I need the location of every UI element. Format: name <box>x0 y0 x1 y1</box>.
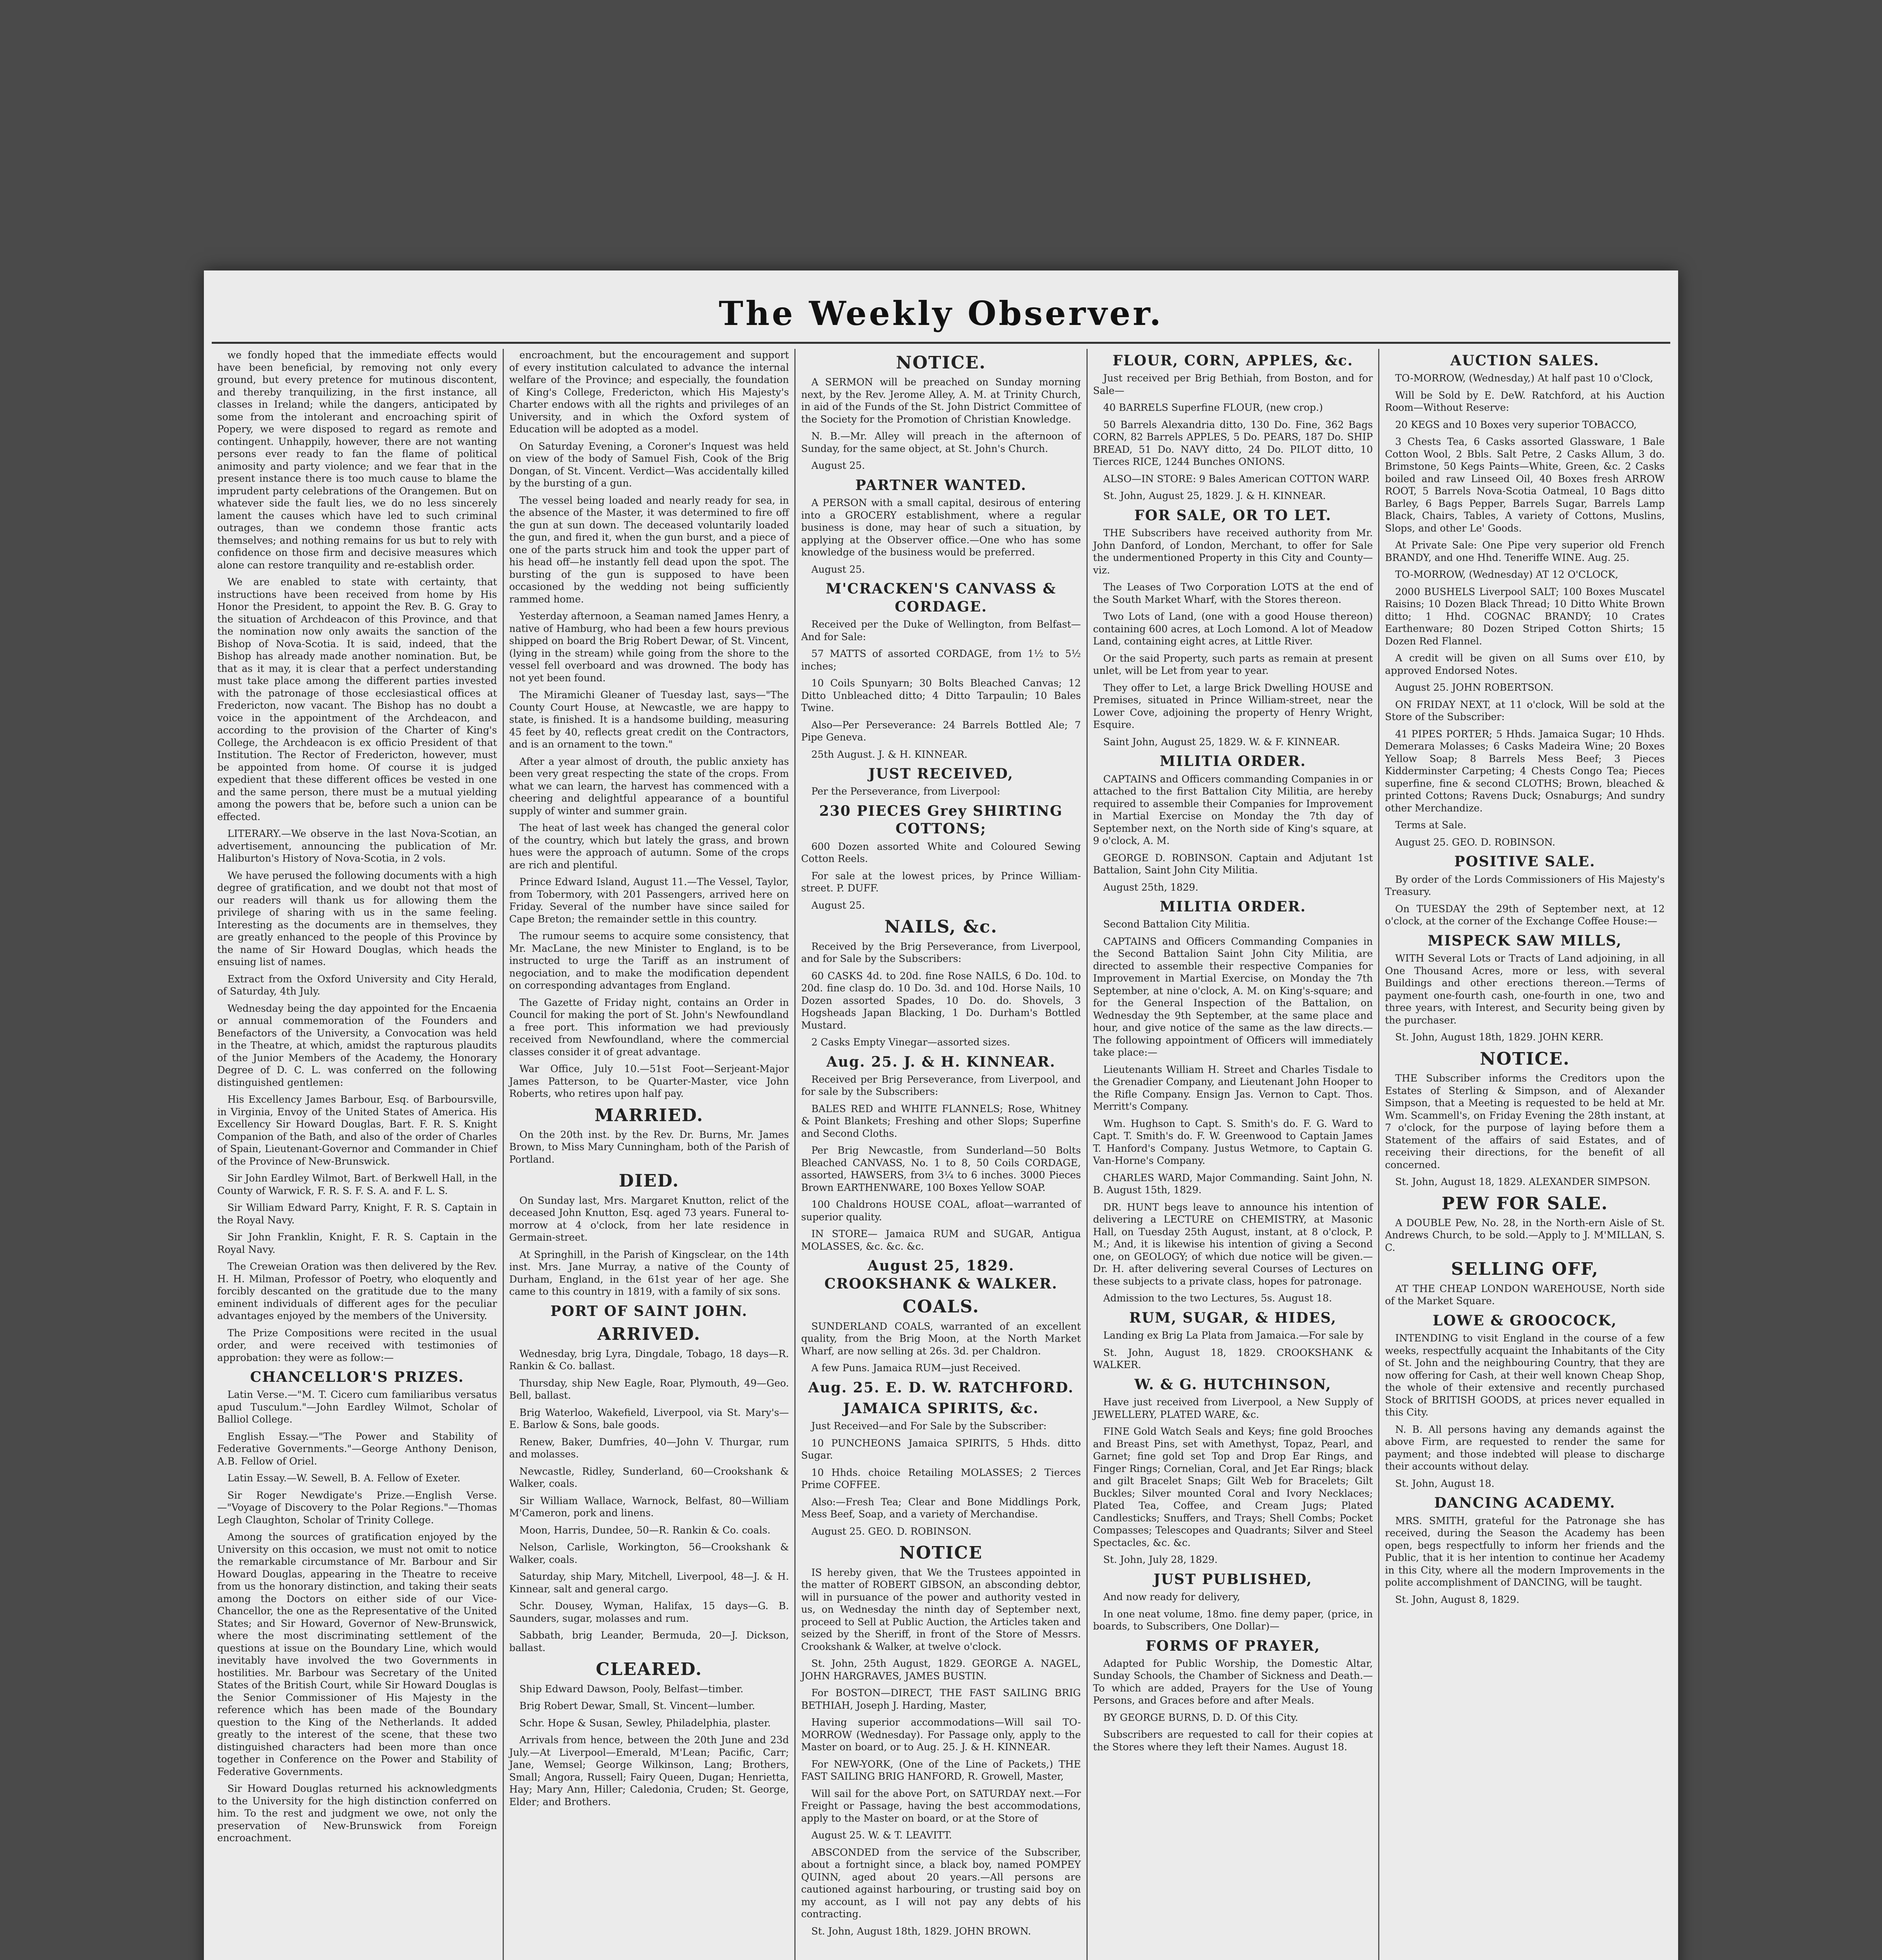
article-paragraph: Extract from the Oxford University and City Herald, of Saturday, 4th July. <box>217 973 497 997</box>
article-paragraph: Prince Edward Island, August 11.—The Vessel, Taylor, from Tobermory, with 201 Passengers, arrived here on Friday. Several of the number have since sailed for Cape Breton; the remainder settle in this country. <box>509 876 789 925</box>
article-paragraph: IS hereby given, that We the Trustees appointed in the matter of ROBERT GIBSON, an absconding debtor, will in pursuance of the power and authority vested in us, on Wednesday the ninth day of September next, proceed to Sell at Public Auction, the Articles taken and seized by the Sheriff, in front of the Store of Messrs. Crookshank & Walker, at twelve o'clock. <box>801 1566 1081 1652</box>
section-heading: NOTICE <box>899 1543 983 1563</box>
article-paragraph: On Saturday Evening, a Coroner's Inquest was held on view of the body of Samuel Fish, Cook of the Brig Dongan, of St. Vincent. Verdict—Was accidentally killed by the bursting of a gun. <box>509 440 789 489</box>
article-paragraph: Landing ex Brig La Plata from Jamaica.—For sale by <box>1103 1330 1364 1341</box>
article-paragraph: 10 Coils Spunyarn; 30 Bolts Bleached Canvas; 12 Ditto Unbleached ditto; 4 Ditto Tarpaulin; 10 Bales Twine. <box>801 677 1081 714</box>
article-paragraph: AT THE CHEAP LONDON WAREHOUSE, North side of the Market Square. <box>1385 1283 1665 1307</box>
section-heading: NAILS, &c. <box>884 917 998 937</box>
article-paragraph: St. John, August 25, 1829. J. & H. KINNEAR. <box>1103 490 1326 502</box>
article-paragraph: The vessel being loaded and nearly ready for sea, in the absence of the Master, it was determined to fire off the gun at sun down. The deceased voluntarily loaded the gun, and fired it, when the gun burst, and a piece of one of the parts struck him and took the upper part of his head off—he instantly fell dead upon the spot. The bursting of the gun is supposed to have been occasioned by the wedding not being sufficiently rammed home. <box>509 494 789 605</box>
article-paragraph: On Sunday last, Mrs. Margaret Knutton, relict of the deceased John Knutton, Esq. aged 73 years. Funeral to-morrow at 4 o'clock, from her late residence in Germain-street. <box>509 1194 789 1243</box>
article-paragraph: GEORGE D. ROBINSON. Captain and Adjutant 1st Battalion, Saint John City Militia. <box>1093 852 1373 876</box>
article-paragraph: N. B. All persons having any demands against the above Firm, are requested to render the same for payment; and those indebted will please to discharge their accounts without delay. <box>1385 1423 1665 1472</box>
article-paragraph: Schr. Hope & Susan, Sewley, Philadelphia, plaster. <box>519 1717 771 1729</box>
article-paragraph: Yesterday afternoon, a Seaman named James Henry, a native of Hamburg, who had been a few hours previous shipped on board the Brig Robert Dewar, of St. Vincent, (lying in the stream) while going from the shore to the vessel fell overboard and was drowned. The body has not yet been found. <box>509 610 789 684</box>
article-paragraph: Ship Edward Dawson, Pooly, Belfast—timber. <box>519 1683 743 1695</box>
article-paragraph: 57 MATTS of assorted CORDAGE, from 1½ to 5½ inches; <box>801 648 1081 672</box>
section-heading: FLOUR, CORN, APPLES, &c. <box>1112 352 1353 369</box>
section-heading: DIED. <box>619 1171 679 1191</box>
article-paragraph: 40 BARRELS Superfine FLOUR, (new crop.) <box>1103 402 1323 414</box>
article-paragraph: ABSCONDED from the service of the Subscriber, about a fortnight since, a black boy, named POMPEY QUINN, aged about 20 years.—All persons are cautioned against harbouring, or trusting said boy on my account, as I will not pay any debts of his contracting. <box>801 1846 1081 1920</box>
article-paragraph: N. B.—Mr. Alley will preach in the afternoon of Sunday, for the same object, at St. John's Church. <box>801 430 1081 454</box>
article-paragraph: 2000 BUSHELS Liverpool SALT; 100 Boxes Muscatel Raisins; 10 Dozen Black Thread; 10 Ditto White Brown ditto; 1 Hhd. COGNAC BRANDY; 10 Crates Earthenware; 80 Dozen Striped Cotton Shirts; 15 Dozen Red Flannel. <box>1385 586 1665 647</box>
article-paragraph: Per the Perseverance, from Liverpool: <box>811 786 1000 797</box>
article-paragraph: At Private Sale: One Pipe very superior old French BRANDY, and one Hhd. Teneriffe WINE. Aug. 25. <box>1385 539 1665 563</box>
column-3 <box>794 349 1086 1960</box>
article-paragraph: After a year almost of drouth, the public anxiety has been very great respecting the state of the crops. From what we can learn, the harvest has commenced with a cheering and delightful appearance of a bountiful supply of winter and summer grain. <box>509 755 789 817</box>
article-paragraph: St. John, 25th August, 1829. GEORGE A. NAGEL, JOHN HARGRAVES, JAMES BUSTIN. <box>801 1658 1081 1682</box>
article-paragraph: we fondly hoped that the immediate effects would have been beneficial, by removing not only every ground, but every pretence for mutinous discontent, and thereby tranquilizing, in the first instance, all classes in Ireland; while the dangers, anticipated by some from the intolerant and encroaching spirit of Popery, we were disposed to regard as remote and contingent. Unhappily, however, there are not wanting persons ever ready to fan the flame of political animosity and party violence; and we fear that in the present instance there is too much cause to blame the imprudent party celebrations of the Orangemen. But on whatever side the fault lies, we do no less sincerely lament the causes which have led to such criminal outrages, than we condemn those frantic acts themselves; and nothing remains for us but to rely with confidence on those firm and decisive measures which alone can restore tranquility and re-establish order. <box>217 349 497 571</box>
article-paragraph: 2 Casks Empty Vinegar—assorted sizes. <box>811 1036 1010 1048</box>
article-paragraph: 10 PUNCHEONS Jamaica SPIRITS, 5 Hhds. ditto Sugar. <box>801 1437 1081 1461</box>
section-heading: RUM, SUGAR, & HIDES, <box>1129 1309 1337 1326</box>
article-paragraph: St. John, July 28, 1829. <box>1103 1554 1218 1566</box>
article-paragraph: Have just received from Liverpool, a New Supply of JEWELLERY, PLATED WARE, &c. <box>1093 1396 1373 1420</box>
column-4 <box>1086 349 1379 1960</box>
article-paragraph: St. John, August 18, 1829. CROOKSHANK & WALKER. <box>1093 1347 1373 1371</box>
article-paragraph: 20 KEGS and 10 Boxes very superior TOBACCO, <box>1395 419 1637 430</box>
article-paragraph: St. John, August 18th, 1829. JOHN KERR. <box>1395 1031 1604 1043</box>
section-heading: JUST RECEIVED, <box>868 766 1014 782</box>
article-paragraph: The Gazette of Friday night, contains an Order in Council for making the port of St. John's Newfoundland a free port. This information we had previously received from Newfoundland, where the commercial classes consider it of great advantage. <box>509 996 789 1058</box>
article-paragraph: MRS. SMITH, grateful for the Patronage she has received, during the Season the Academy has been open, begs respectfully to inform her friends and the Public, that it is her intention to continue her Academy in this City, where all the modern Improvements in the polite accomplishment of DANCING, will be taught. <box>1385 1515 1665 1588</box>
article-paragraph: INTENDING to visit England in the course of a few weeks, respectfully acquaint the Inhabitants of the City of St. John and the neighbouring Country, that they are now offering for Cash, at their well known Cheap Shop, the whole of their extensive and recently purchased Stock of BRITISH GOODS, at prices never equalled in this City. <box>1385 1332 1665 1418</box>
masthead: The Weekly Observer. <box>719 294 1163 333</box>
article-paragraph: Lieutenants William H. Street and Charles Tisdale to the Grenadier Company, and Lieutenant John Hooper to the Rifle Company. Ensign Jas. Vernon to Capt. Thos. Merritt's Company. <box>1093 1063 1373 1112</box>
section-heading: MILITIA ORDER. <box>1159 898 1306 915</box>
section-heading: Aug. 25. J. & H. KINNEAR. <box>826 1053 1056 1070</box>
article-paragraph: Moon, Harris, Dundee, 50—R. Rankin & Co. coals. <box>519 1524 771 1536</box>
article-paragraph: Received per the Duke of Wellington, from Belfast—And for Sale: <box>801 619 1081 642</box>
article-paragraph: Newcastle, Ridley, Sunderland, 60—Crookshank & Walker, coals. <box>509 1465 789 1490</box>
article-paragraph: August 25. JOHN ROBERTSON. <box>1395 682 1554 693</box>
section-heading: M'CRACKEN'S CANVASS & CORDAGE. <box>825 581 1056 615</box>
article-paragraph: A PERSON with a small capital, desirous of entering into a GROCERY establishment, where a regular business is done, may hear of such a situation, by applying at the Observer office.—One who has some knowledge of the business would be preferred. <box>801 497 1081 558</box>
article-paragraph: For sale at the lowest prices, by Prince William-street. P. DUFF. <box>801 870 1081 894</box>
section-heading: CLEARED. <box>596 1659 703 1680</box>
article-paragraph: Sir John Eardley Wilmot, Bart. of Berkwell Hall, in the County of Warwick, F. R. S. F. S. A. and F. L. S. <box>217 1172 497 1196</box>
article-paragraph: encroachment, but the encouragement and support of every institution calculated to advance the internal welfare of the Province; and especially, the foundation of King's College, Fredericton, which His Majesty's Charter endows with all the rights and privileges of an University, and in which the Oxford system of Education will be adopted as a model. <box>509 349 789 435</box>
article-paragraph: Brig Waterloo, Wakefield, Liverpool, via St. Mary's—E. Barlow & Sons, bale goods. <box>509 1406 789 1431</box>
section-heading: FOR SALE, OR TO LET. <box>1134 507 1332 524</box>
article-paragraph: August 25. W. & T. LEAVITT. <box>811 1829 952 1841</box>
article-paragraph: CAPTAINS and Officers Commanding Companies in the Second Battalion Saint John City Militia, are directed to assemble their respective Companies for Improvement in Martial Exercise, on Monday the 7th September, at nine o'clock, A. M. on King's-square; and for the General Inspection of the Battalion, on Wednesday the 9th September, at the same place and hour, and give notice of the same as the law directs.—The following appointment of Officers will immediately take place:— <box>1093 935 1373 1058</box>
article-paragraph: In one neat volume, 18mo. fine demy paper, (price, in boards, to Subscribers, One Dollar)— <box>1093 1608 1373 1632</box>
article-paragraph: Sir William Edward Parry, Knight, F. R. S. Captain in the Royal Navy. <box>217 1202 497 1226</box>
article-paragraph: Saturday, ship Mary, Mitchell, Liverpool, 48—J. & H. Kinnear, salt and general cargo. <box>509 1571 789 1595</box>
article-paragraph: Arrivals from hence, between the 20th June and 23d July.—At Liverpool—Emerald, M'Lean; Pacific, Carr; Jane, Wemsel; George Wilkinson, Lang; Brothers, Small; Angora, Russell; Fairy Queen, Dugan; Henrietta, Hay; Mary Ann, Hiller; Caledonia, Cruden; St. George, Elder; and Brothers. <box>509 1734 789 1808</box>
article-paragraph: 100 Chaldrons HOUSE COAL, afloat—warranted of superior quality. <box>801 1199 1081 1223</box>
section-heading: CHANCELLOR'S PRIZES. <box>250 1369 464 1385</box>
article-paragraph: August 25. GEO. D. ROBINSON. <box>1395 836 1555 848</box>
section-heading: Aug. 25. E. D. W. RATCHFORD. <box>808 1379 1074 1396</box>
section-heading: PORT OF SAINT JOHN. <box>550 1303 748 1319</box>
article-paragraph: August 25th, 1829. <box>1103 881 1199 893</box>
section-heading: LOWE & GROOCOCK, <box>1433 1312 1617 1329</box>
article-paragraph: Sir Roger Newdigate's Prize.—English Verse.—"Voyage of Discovery to the Polar Regions."—Thomas Legh Claughton, Scholar of Trinity College. <box>217 1489 497 1526</box>
article-paragraph: IN STORE— Jamaica RUM and SUGAR, Antigua MOLASSES, &c. &c. &c. <box>801 1228 1081 1252</box>
section-heading: NOTICE. <box>1480 1049 1570 1069</box>
article-paragraph: Wm. Hughson to Capt. S. Smith's do. F. G. Ward to Capt. T. Smith's do. F. W. Greenwood to Captain James T. Hanford's Company. Justus Wetmore, to Captain G. Van-Horne's Company. <box>1093 1118 1373 1167</box>
article-paragraph: ALSO—IN STORE: 9 Bales American COTTON WARP. <box>1103 473 1370 485</box>
article-paragraph: 3 Chests Tea, 6 Casks assorted Glassware, 1 Bale Cotton Wool, 2 Bbls. Salt Petre, 2 Casks Allum, 3 do. Brimstone, 50 Kegs Paints—White, Green, &c. 2 Casks boiled and raw Linseed Oil, 40 Boxes fresh ARROW ROOT, 5 Barrels Nova-Scotia Oatmeal, 10 Bags ditto Barley, 6 Bags Pepper, Barrels Sugar, Barrels Lamp Black, Chairs, Tables, A variety of Cottons, Muslins, Slops, and other Le' Goods. <box>1385 436 1665 534</box>
article-paragraph: English Essay.—"The Power and Stability of Federative Governments."—George Anthony Denison, A.B. Fellow of Oriel. <box>217 1430 497 1467</box>
section-heading: POSITIVE SALE. <box>1454 853 1596 870</box>
article-paragraph: The Miramichi Gleaner of Tuesday last, says—"The County Court House, at Newcastle, we are happy to state, is finished. It is a handsome building, measuring 45 feet by 40, reflects great credit on the Contractors, and is an ornament to the town." <box>509 689 789 750</box>
article-paragraph: Saint John, August 25, 1829. W. & F. KINNEAR. <box>1103 736 1340 748</box>
article-paragraph: A DOUBLE Pew, No. 28, in the North-ern Aisle of St. Andrews Church, to be sold.—Apply to J. M'MILLAN, S. C. <box>1385 1217 1665 1253</box>
section-heading: JAMAICA SPIRITS, &c. <box>843 1400 1039 1417</box>
section-heading: NOTICE. <box>896 353 986 373</box>
article-paragraph: Or the said Property, such parts as remain at present unlet, will be Let from year to year. <box>1093 652 1373 677</box>
section-heading: JUST PUBLISHED, <box>1154 1571 1312 1588</box>
article-paragraph: August 25. <box>811 563 865 575</box>
article-paragraph: Sir John Franklin, Knight, F. R. S. Captain in the Royal Navy. <box>217 1231 497 1255</box>
article-paragraph: DR. HUNT begs leave to announce his intention of delivering a LECTURE on CHEMISTRY, at Masonic Hall, on Tuesday 25th August, instant, at 8 o'clock, P. M.; And, it is likewise his intention of giving a Second one, on GEOLOGY; of which due notice will be given.—Dr. H. after delivering several Courses of Lectures on these subjects to a private class, hopes for patronage. <box>1093 1201 1373 1287</box>
article-paragraph: On the 20th inst. by the Rev. Dr. Burns, Mr. James Brown, to Miss Mary Cunningham, both of the Parish of Portland. <box>509 1129 789 1165</box>
newspaper-page <box>204 270 1678 1960</box>
article-paragraph: 600 Dozen assorted White and Coloured Sewing Cotton Reels. <box>801 840 1081 865</box>
article-paragraph: Nelson, Carlisle, Workington, 56—Crookshank & Walker, coals. <box>509 1541 789 1565</box>
article-paragraph: St. John, August 18, 1829. ALEXANDER SIMPSON. <box>1395 1176 1650 1188</box>
article-paragraph: Will sail for the above Port, on SATURDAY next.—For Freight or Passage, having the best accommodations, apply to the Master on board, or at the Store of <box>801 1788 1081 1824</box>
article-paragraph: BALES RED and WHITE FLANNELS; Rose, Whitney & Point Blankets; Freshing and other Slops; Superfine and Second Cloths. <box>801 1103 1081 1139</box>
article-paragraph: Brig Robert Dewar, Small, St. Vincent—lumber. <box>519 1700 755 1712</box>
article-paragraph: The Creweian Oration was then delivered by the Rev. H. H. Milman, Professor of Poetry, who eloquently and forcibly descanted on the gratitude due to the many eminent individuals of different ages for the peculiar advantages enjoyed by the members of the University. <box>217 1261 497 1321</box>
article-paragraph: Schr. Dousey, Wyman, Halifax, 15 days—G. B. Saunders, sugar, molasses and rum. <box>509 1600 789 1624</box>
article-paragraph: Wednesday, brig Lyra, Dingdale, Tobago, 18 days—R. Rankin & Co. ballast. <box>509 1348 789 1372</box>
article-paragraph: Per Brig Newcastle, from Sunderland—50 Bolts Bleached CANVASS, No. 1 to 8, 50 Coils CORDAGE, assorted, HAWSERS, from 3¼ to 6 inches. 3000 Pieces Brown EARTHENWARE, 100 Boxes Yellow SOAP. <box>801 1145 1081 1193</box>
article-paragraph: Having superior accommodations—Will sail TO-MORROW (Wednesday). For Passage only, apply to the Master on board, or to Aug. 25. J. & H. KINNEAR. <box>801 1717 1081 1753</box>
article-paragraph: Thursday, ship New Eagle, Roar, Plymouth, 49—Geo. Bell, ballast. <box>509 1377 789 1401</box>
article-paragraph: Sir William Wallace, Warnock, Belfast, 80—William M'Cameron, pork and linens. <box>509 1495 789 1519</box>
article-paragraph: St. John, August 18. <box>1395 1477 1495 1489</box>
article-paragraph: They offer to Let, a large Brick Dwelling HOUSE and Premises, situated in Prince William-street, near the Lower Cove, adjoining the property of Henry Wright, Esquire. <box>1093 682 1373 731</box>
article-paragraph: We are enabled to state with certainty, that instructions have been received from home by His Honor the President, to appoint the Rev. B. G. Gray to the situation of Archdeacon of this Province, and that the nomination now only awaits the sanction of the Bishop of Nova-Scotia. It is said, indeed, that the Bishop has already made another nomination. But, be that as it may, it is clear that a perfect understanding must take place among the different parties invested with the patronage of those ecclesiastical offices at Fredericton, now vacant. The Bishop has no doubt a voice in the appointment of the Archdeacon, and according to the provision of the Charter of King's College, the Archdeacon is ex officio President of that Institution. The Rector of Fredericton, however, must be appointed from home. Of course it is judged expedient that these different offices be vested in one and the same person, there must be a mutual yielding among the powers that be, before such a union can be effected. <box>217 576 497 822</box>
article-paragraph: For BOSTON—DIRECT, THE FAST SAILING BRIG BETHIAH, Joseph J. Harding, Master, <box>801 1687 1081 1711</box>
article-paragraph: FINE Gold Watch Seals and Keys; fine gold Brooches and Breast Pins, set with Amethyst, Topaz, Pearl, and Garnet; fine gold set Top and Drop Ear Rings, and Finger Rings; Cornelian, Coral, and Jet Ear Rings; black and gilt Bracelet Snaps; Gilt Web for Bracelets; Gilt Buckles; Silver mounted Coral and Ivory Necklaces; Plated Tea, Coffee, and Cream Jugs; Plated Candlesticks; Snuffers, and Trays; Shell Combs; Pocket Compasses; Telescopes and Quadrants; Silver and Steel Spectacles, &c. &c. <box>1093 1426 1373 1548</box>
article-paragraph: CHARLES WARD, Major Commanding. Saint John, N. B. August 15th, 1829. <box>1093 1172 1373 1196</box>
article-paragraph: Latin Verse.—"M. T. Cicero cum familiaribus versatus apud Tusculum."—John Eardley Wilmot, Scholar of Balliol College. <box>217 1389 497 1425</box>
article-paragraph: St. John, August 8, 1829. <box>1395 1593 1520 1605</box>
columns <box>212 349 1670 1960</box>
section-heading: ARRIVED. <box>597 1324 701 1345</box>
masthead-rule <box>212 342 1670 344</box>
section-heading: PEW FOR SALE. <box>1441 1193 1608 1214</box>
article-paragraph: Received per Brig Perseverance, from Liverpool, and for sale by the Subscribers: <box>801 1073 1081 1098</box>
section-heading: MILITIA ORDER. <box>1159 753 1306 770</box>
article-paragraph: August 25. <box>811 899 865 911</box>
article-paragraph: 41 PIPES PORTER; 5 Hhds. Jamaica Sugar; 10 Hhds. Demerara Molasses; 6 Casks Madeira Wine; 20 Boxes Yellow Soap; 8 Barrels Mess Beef; 3 Pieces Kidderminster Carpeting; 4 Chests Congo Tea; Pieces superfine, fine & second CLOTHS; Brown, bleached & printed Cottons; Ravens Duck; Osnaburgs; And sundry other Merchandize. <box>1385 728 1665 814</box>
section-heading: 230 PIECES Grey SHIRTING COTTONS; <box>819 802 1063 837</box>
column-2 <box>503 349 795 1960</box>
article-paragraph: ON FRIDAY NEXT, at 11 o'clock, Will be sold at the Store of the Subscriber: <box>1385 699 1665 723</box>
article-paragraph: St. John, August 18th, 1829. JOHN BROWN. <box>811 1925 1031 1937</box>
article-paragraph: Adapted for Public Worship, the Domestic Altar, Sunday Schools, the Chamber of Sickness and Death.—To which are added, Prayers for the Use of Young Persons, and Graces before and after Meals. <box>1093 1657 1373 1706</box>
article-paragraph: Latin Essay.—W. Sewell, B. A. Fellow of Exeter. <box>227 1472 461 1484</box>
article-paragraph: 50 Barrels Alexandria ditto, 130 Do. Fine, 362 Bags CORN, 82 Barrels APPLES, 5 Do. PEARS, 187 Do. SHIP BREAD, 51 Do. NAVY ditto, 24 Do. PILOT ditto, 10 Tierces RICE, 1244 Bunches ONIONS. <box>1093 419 1373 468</box>
article-paragraph: The Leases of Two Corporation LOTS at the end of the South Market Wharf, with the Stores thereon. <box>1093 581 1373 605</box>
column-5 <box>1378 349 1670 1960</box>
section-heading: MISPECK SAW MILLS, <box>1428 932 1622 949</box>
article-paragraph: A credit will be given on all Sums over £10, by approved Endorsed Notes. <box>1385 652 1665 676</box>
article-paragraph: The heat of last week has changed the general color of the country, which but lately the grass, and brown hues were the approach of autumn. Some of the crops are rich and plentiful. <box>509 822 789 871</box>
section-heading: August 25, 1829. CROOKSHANK & WALKER. <box>824 1258 1058 1292</box>
section-heading: SELLING OFF, <box>1451 1259 1599 1279</box>
article-paragraph: Also—Per Perseverance: 24 Barrels Bottled Ale; 7 Pipe Geneva. <box>801 719 1081 743</box>
section-heading: AUCTION SALES. <box>1450 352 1600 369</box>
section-heading: PARTNER WANTED. <box>855 477 1027 494</box>
article-paragraph: 10 Hhds. choice Retailing MOLASSES; 2 Tierces Prime COFFEE. <box>801 1466 1081 1491</box>
article-paragraph: Subscribers are requested to call for their copies at the Stores where they left their Names. August 18. <box>1093 1729 1373 1753</box>
article-paragraph: Sabbath, brig Leander, Bermuda, 20—J. Dickson, ballast. <box>509 1630 789 1653</box>
article-paragraph: A SERMON will be preached on Sunday morning next, by the Rev. Jerome Alley, A. M. at Trinity Church, in aid of the Funds of the St. John District Committee of the Society for the Promotion of Christian Knowledge. <box>801 376 1081 425</box>
article-paragraph: TO-MORROW, (Wednesday,) At half past 10 o'Clock, <box>1395 372 1653 384</box>
article-paragraph: And now ready for delivery, <box>1103 1591 1240 1603</box>
article-paragraph: Terms at Sale. <box>1395 819 1467 831</box>
section-heading: MARRIED. <box>594 1105 704 1125</box>
article-paragraph: Among the sources of gratification enjoyed by the University on this occasion, we must not omit to notice the remarkable circumstance of Mr. Barbour and Sir Howard Douglas, appearing in the Theatre to receive from us the honorary distinction, and taking their seats among the Doctors on either side of our Vice-Chancellor, the one as the Representative of the United States; and Sir Howard, Governor of New-Brunswick, where the most discriminating settlement of the questions at issue on the Boundary Line, which would inevitably have involved the two Governments in hostilities. Mr. Barbour was Secretary of the United States of the British Court, while Sir Howard Douglas is the Senior Commissioner of His Majesty in the reference which has been made of the Boundary question to the King of the Netherlands. It added greatly to the interest of the scene, that these two distinguished characters had been more than once together in Conference on the Power and Stability of Federative Governments. <box>217 1531 497 1777</box>
section-heading: COALS. <box>903 1297 979 1317</box>
article-paragraph: 25th August. J. & H. KINNEAR. <box>811 748 968 760</box>
article-paragraph: WITH Several Lots or Tracts of Land adjoining, in all One Thousand Acres, more or less, with several Buildings and other erections thereon.—Terms of payment one-fourth cash, one-fourth in one, two and three years, with Interest, and Security being given by the purchaser. <box>1385 953 1665 1026</box>
article-paragraph: BY GEORGE BURNS, D. D. Of this City. <box>1103 1711 1298 1723</box>
article-paragraph: 60 CASKS 4d. to 20d. fine Rose NAILS, 6 Do. 10d. to 20d. fine clasp do. 10 Do. 3d. and 10d. Horse Nails, 10 Dozen assorted Spades, 10 Do. do. Shovels, 3 Hogsheads Japan Blacking, 1 Do. Durham's Bottled Mustard. <box>801 970 1081 1031</box>
article-paragraph: At Springhill, in the Parish of Kingsclear, on the 14th inst. Mrs. Jane Murray, a native of the County of Durham, England, in the 61st year of her age. She came to this country in 1819, with a family of six sons. <box>509 1249 789 1298</box>
article-paragraph: THE Subscribers have received authority from Mr. John Danford, of London, Merchant, to offer for Sale the undermentioned Property in this City and County—viz. <box>1093 527 1373 576</box>
column-1 <box>212 349 503 1960</box>
article-paragraph: We have perused the following documents with a high degree of gratification, and we doubt not that most of our readers will thank us for allowing them the privilege of sharing with us in the same feeling. Interesting as the documents are in themselves, they are greatly enhanced to the people of this Province by the name of Sir Howard Douglas, which heads the ensuing list of names. <box>217 869 497 967</box>
section-heading: W. & G. HUTCHINSON, <box>1134 1376 1332 1393</box>
article-paragraph: Just Received—and For Sale by the Subscriber: <box>811 1420 1047 1432</box>
article-paragraph: Will be Sold by E. DeW. Ratchford, at his Auction Room—Without Reserve: <box>1385 389 1665 414</box>
article-paragraph: Second Battalion City Militia. <box>1103 918 1250 930</box>
article-paragraph: On TUESDAY the 29th of September next, at 12 o'clock, at the corner of the Exchange Coffee House:— <box>1385 903 1665 927</box>
article-paragraph: August 25. GEO. D. ROBINSON. <box>811 1525 972 1537</box>
article-paragraph: Two Lots of Land, (one with a good House thereon) containing 600 acres, at Loch Lomond. A lot of Meadow Land, containing eight acres, at Little River. <box>1093 611 1373 647</box>
article-paragraph: Admission to the two Lectures, 5s. August 18. <box>1103 1292 1332 1304</box>
article-paragraph: A few Puns. Jamaica RUM—just Received. <box>811 1362 1021 1374</box>
article-paragraph: War Office, July 10.—51st Foot—Serjeant-Major James Patterson, to be Quarter-Master, vice John Roberts, who retires upon half pay. <box>509 1063 789 1099</box>
article-paragraph: CAPTAINS and Officers commanding Companies in or attached to the first Battalion City Militia, are hereby required to assemble their Companies for Improvement in Martial Exercise on Monday the 7th day of September next, on the North side of King's square, at 9 o'clock, A. M. <box>1093 773 1373 847</box>
article-paragraph: His Excellency James Barbour, Esq. of Barboursville, in Virginia, Envoy of the United States of America. His Excellency Sir Howard Douglas, Bart. F. R. S. Knight Companion of the Bath, and also of the order of Charles of Spain, Lieutenant-Governor and Commander in Chief of the Province of New-Brunswick. <box>217 1094 497 1167</box>
article-paragraph: TO-MORROW, (Wednesday) AT 12 O'CLOCK, <box>1395 569 1619 581</box>
article-paragraph: Received by the Brig Perseverance, from Liverpool, and for Sale by the Subscribers: <box>801 940 1081 965</box>
article-paragraph: Also:—Fresh Tea; Clear and Bone Middlings Pork, Mess Beef, Soap, and a variety of Merchandise. <box>801 1496 1081 1520</box>
article-paragraph: LITERARY.—We observe in the last Nova-Scotian, an advertisement, announcing the publication of Mr. Haliburton's History of Nova-Scotia, in 2 vols. <box>217 828 497 864</box>
article-paragraph: Wednesday being the day appointed for the Encaenia or annual commemoration of the Founders and Benefactors of the University, a Convocation was held in the Theatre, at which, amidst the rapturous plaudits of the Junior Members of the Academy, the Honorary Degree of D. C. L. was conferred on the following distinguished gentlemen: <box>217 1002 497 1088</box>
article-paragraph: Just received per Brig Bethiah, from Boston, and for Sale— <box>1093 372 1373 396</box>
article-paragraph: The Prize Compositions were recited in the usual order, and were received with testimonies of approbation: they were as follow:— <box>217 1327 497 1363</box>
article-paragraph: Sir Howard Douglas returned his acknowledgments to the University for the high distinction conferred on him. To the rest and judgment we owe, not only the preservation of New-Brunswick from Foreign encroachment. <box>217 1783 497 1844</box>
article-paragraph: The rumour seems to acquire some consistency, that Mr. MacLane, the new Minister to England, is to be instructed to urge the Tariff as an instrument of negociation, and to make the modification dependent on corresponding advantages from England. <box>509 930 789 991</box>
article-paragraph: THE Subscriber informs the Creditors upon the Estates of Sterling & Simpson, and of Alexander Simpson, that a Meeting is requested to be held at Mr. Wm. Scammell's, on Friday Evening the 28th instant, at 7 o'clock, for the purpose of laying before them a Statement of the affairs of said Estates, and of receiving their directions, for the benefit of all concerned. <box>1385 1073 1665 1171</box>
article-paragraph: For NEW-YORK, (One of the Line of Packets,) THE FAST SAILING BRIG HANFORD, R. Growell, Master, <box>801 1758 1081 1782</box>
section-heading: FORMS OF PRAYER, <box>1145 1637 1321 1654</box>
article-paragraph: By order of the Lords Commissioners of His Majesty's Treasury. <box>1385 873 1665 898</box>
article-paragraph: SUNDERLAND COALS, warranted of an excellent quality, from the Brig Moon, at the North Market Wharf, are now selling at 26s. 3d. per Chaldron. <box>801 1320 1081 1357</box>
section-heading: DANCING ACADEMY. <box>1434 1495 1616 1512</box>
article-paragraph: August 25. <box>811 460 865 472</box>
article-paragraph: Renew, Baker, Dumfries, 40—John V. Thurgar, rum and molasses. <box>509 1436 789 1460</box>
